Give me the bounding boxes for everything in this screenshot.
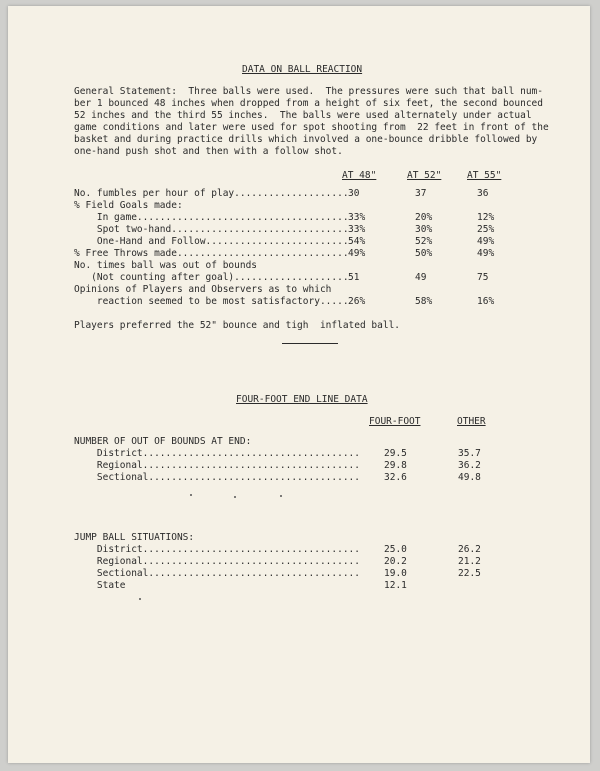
row-label: No. times ball was out of bounds <box>74 260 258 271</box>
cell-value: 29.8 <box>384 460 407 471</box>
cell-value: 32.6 <box>384 472 407 483</box>
cell-value: 52% <box>415 236 433 247</box>
column-header-55: AT 55" <box>467 170 502 181</box>
row-label: Sectional..................................... <box>74 568 360 579</box>
cell-value: 33% <box>348 224 366 235</box>
stray-mark <box>234 496 236 498</box>
cell-value: 36.2 <box>458 460 481 471</box>
row-label: (Not counting after goal).................... <box>74 272 349 283</box>
cell-value: 54% <box>348 236 366 247</box>
row-label: State <box>74 580 126 591</box>
subsection-label: JUMP BALL SITUATIONS: <box>74 532 195 543</box>
cell-value: 26% <box>348 296 366 307</box>
cell-value: 49% <box>477 248 495 259</box>
cell-value: 35.7 <box>458 448 481 459</box>
cell-value: 75 <box>477 272 489 283</box>
cell-value: 50% <box>415 248 433 259</box>
cell-value: 19.0 <box>384 568 407 579</box>
row-label: Regional...................................... <box>74 460 360 471</box>
row-label: reaction seemed to be most satisfactory..... <box>74 296 349 307</box>
row-label: Spot two-hand............................... <box>74 224 349 235</box>
statement-line: one-hand push shot and then with a follow shot. <box>74 146 343 157</box>
stray-mark <box>139 598 141 600</box>
row-label: One-Hand and Follow......................... <box>74 236 349 247</box>
cell-value: 29.5 <box>384 448 407 459</box>
cell-value: 30% <box>415 224 433 235</box>
cell-value: 16% <box>477 296 495 307</box>
row-label: Regional...................................... <box>74 556 360 567</box>
statement-line: game conditions and later were used for spot shooting from 22 feet in front of the <box>74 122 549 133</box>
section-title: FOUR-FOOT END LINE DATA <box>236 394 368 405</box>
row-label: % Free Throws made.............................. <box>74 248 349 259</box>
cell-value: 30 <box>348 188 360 199</box>
conclusion-note: Players preferred the 52" bounce and tigh inflated ball. <box>74 320 401 331</box>
cell-value: 49.8 <box>458 472 481 483</box>
cell-value: 25.0 <box>384 544 407 555</box>
row-label: District...................................... <box>74 544 360 555</box>
statement-line: 52 inches and the third 55 inches. The balls were used alternately under actual <box>74 110 532 121</box>
statement-line: ber 1 bounced 48 inches when dropped from a height of six feet, the second bounced <box>74 98 543 109</box>
statement-line: basket and during practice drills which involved a one-bounce dribble followed by <box>74 134 538 145</box>
row-label: % Field Goals made: <box>74 200 183 211</box>
column-header-other: OTHER <box>457 416 486 427</box>
cell-value: 20.2 <box>384 556 407 567</box>
cell-value: 12% <box>477 212 495 223</box>
stray-mark <box>280 495 282 497</box>
row-label: Sectional..................................... <box>74 472 360 483</box>
cell-value: 26.2 <box>458 544 481 555</box>
cell-value: 58% <box>415 296 433 307</box>
cell-value: 49 <box>415 272 427 283</box>
document-page <box>8 6 590 763</box>
subsection-label: NUMBER OF OUT OF BOUNDS AT END: <box>74 436 252 447</box>
page-title: DATA ON BALL REACTION <box>242 64 363 75</box>
column-header-48: AT 48" <box>342 170 377 181</box>
cell-value: 49% <box>477 236 495 247</box>
cell-value: 25% <box>477 224 495 235</box>
column-header-52: AT 52" <box>407 170 442 181</box>
cell-value: 49% <box>348 248 366 259</box>
statement-line: General Statement: Three balls were used. The pressures were such that ball num- <box>74 86 543 97</box>
column-header-four-foot: FOUR-FOOT <box>369 416 421 427</box>
row-label: In game..................................... <box>74 212 349 223</box>
cell-value: 21.2 <box>458 556 481 567</box>
cell-value: 51 <box>348 272 360 283</box>
cell-value: 12.1 <box>384 580 407 591</box>
cell-value: 22.5 <box>458 568 481 579</box>
cell-value: 36 <box>477 188 489 199</box>
row-label: District...................................... <box>74 448 360 459</box>
section-divider <box>282 343 338 344</box>
cell-value: 33% <box>348 212 366 223</box>
row-label: No. fumbles per hour of play.................... <box>74 188 349 199</box>
row-label: Opinions of Players and Observers as to which <box>74 284 332 295</box>
stray-mark <box>190 494 192 496</box>
cell-value: 37 <box>415 188 427 199</box>
cell-value: 20% <box>415 212 433 223</box>
